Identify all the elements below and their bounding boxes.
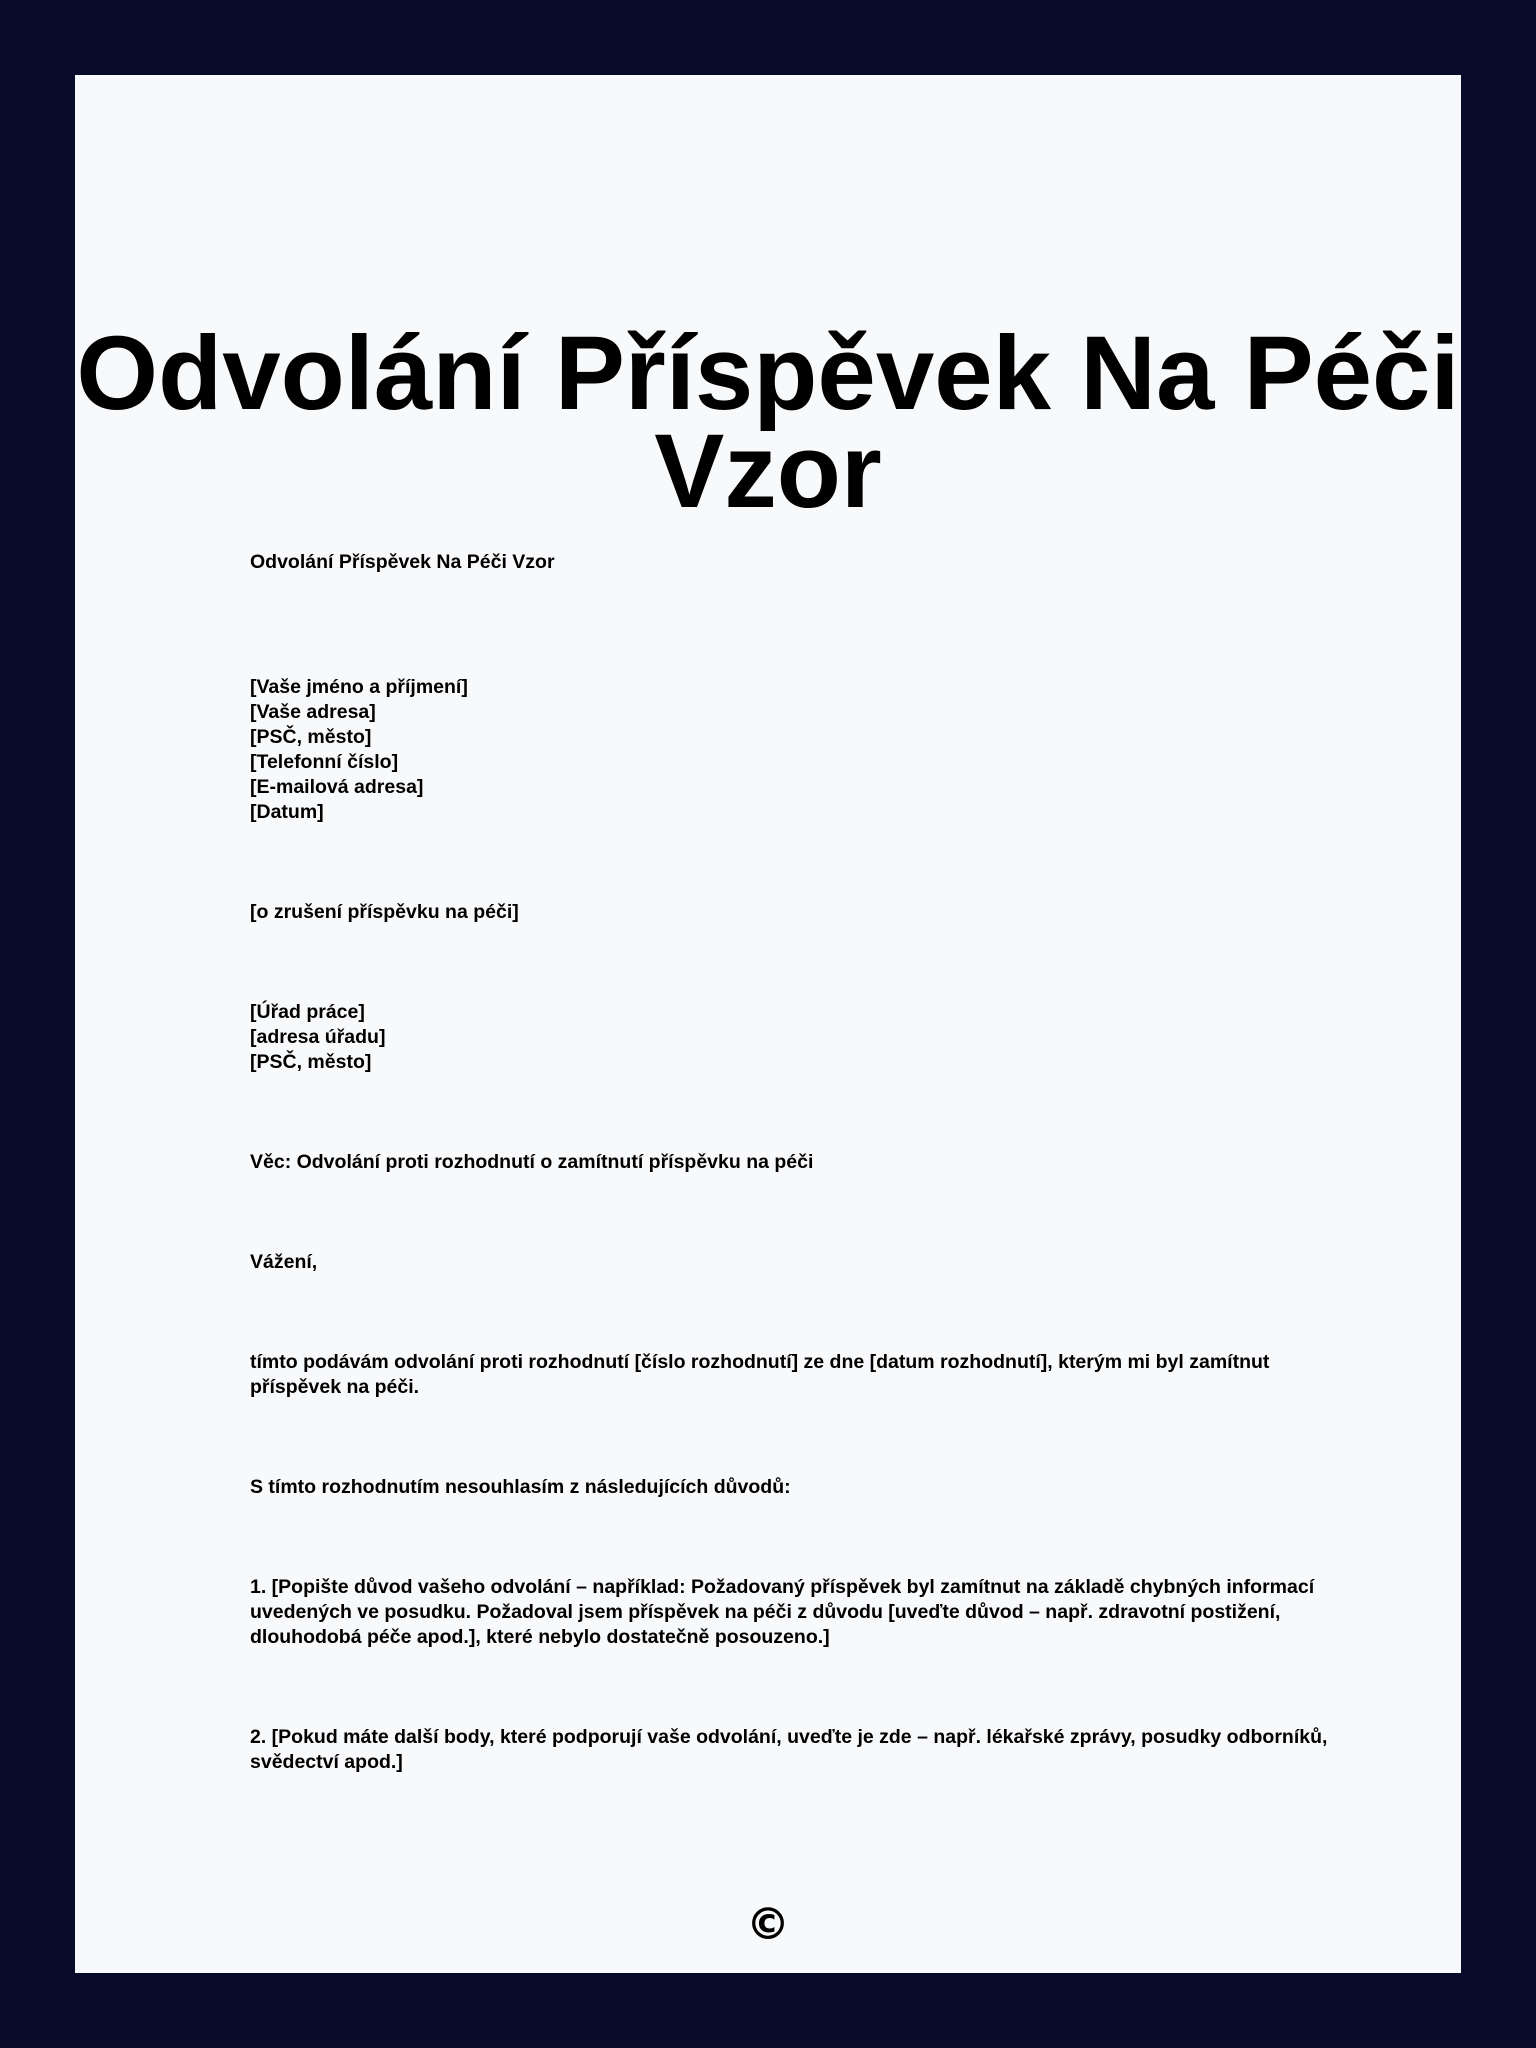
recipient-block [250, 1000, 1330, 1075]
sender-block [250, 675, 1330, 825]
sender-name: [Vaše jméno a příjmení] [250, 676, 468, 698]
sender-phone: [Telefonní číslo] [250, 751, 399, 773]
recipient-office: [Úřad práce] [250, 1001, 365, 1023]
letter-header: Odvolání Příspěvek Na Péči Vzor [250, 551, 555, 573]
sender-email: [E-mailová adresa] [250, 776, 424, 798]
letter-subject: Věc: Odvolání proti rozhodnutí o zamítnutí příspěvku na péči [250, 1151, 814, 1173]
page-title-line-2: Vzor [654, 413, 882, 530]
letter-point: 2. [Pokud máte další body, které podporují vaše odvolání, uveďte je zde – např. lékařské zprávy, posudky odborníků, svědectví apod.] [250, 1726, 1328, 1773]
sender-city: [PSČ, město] [250, 726, 372, 748]
recipient-address: [adresa úřadu] [250, 1026, 386, 1048]
letter-paragraph: S tímto rozhodnutím nesouhlasím z následujících důvodů: [250, 1476, 791, 1498]
page-title-line-1: Odvolání Příspěvek Na Péči [76, 315, 1460, 432]
page-title [75, 315, 1461, 530]
sender-date: [Datum] [250, 801, 324, 823]
letter-point: 1. [Popište důvod vašeho odvolání – například: Požadovaný příspěvek byl zamítnut na základě chybných informací uvedených ve posudku. Požadoval jsem příspěvek na péči z důvodu [uveďte důvod – např. zdravotní postižení, dlouhodobá péče apod.], které nebylo dostatečně posouzeno.] [250, 1576, 1315, 1648]
sender-address: [Vaše adresa] [250, 701, 376, 723]
regarding-note: [o zrušení příspěvku na péči] [250, 901, 519, 923]
letter-paragraph: tímto podávám odvolání proti rozhodnutí [číslo rozhodnutí] ze dne [datum rozhodnutí], kterým mi byl zamítnut příspěvek na péči. [250, 1351, 1270, 1398]
document-page [75, 75, 1461, 1973]
recipient-city: [PSČ, město] [250, 1051, 372, 1073]
copyright-icon: © [746, 1899, 790, 1950]
letter-body [250, 550, 1330, 1775]
letter-salutation: Vážení, [250, 1251, 318, 1273]
